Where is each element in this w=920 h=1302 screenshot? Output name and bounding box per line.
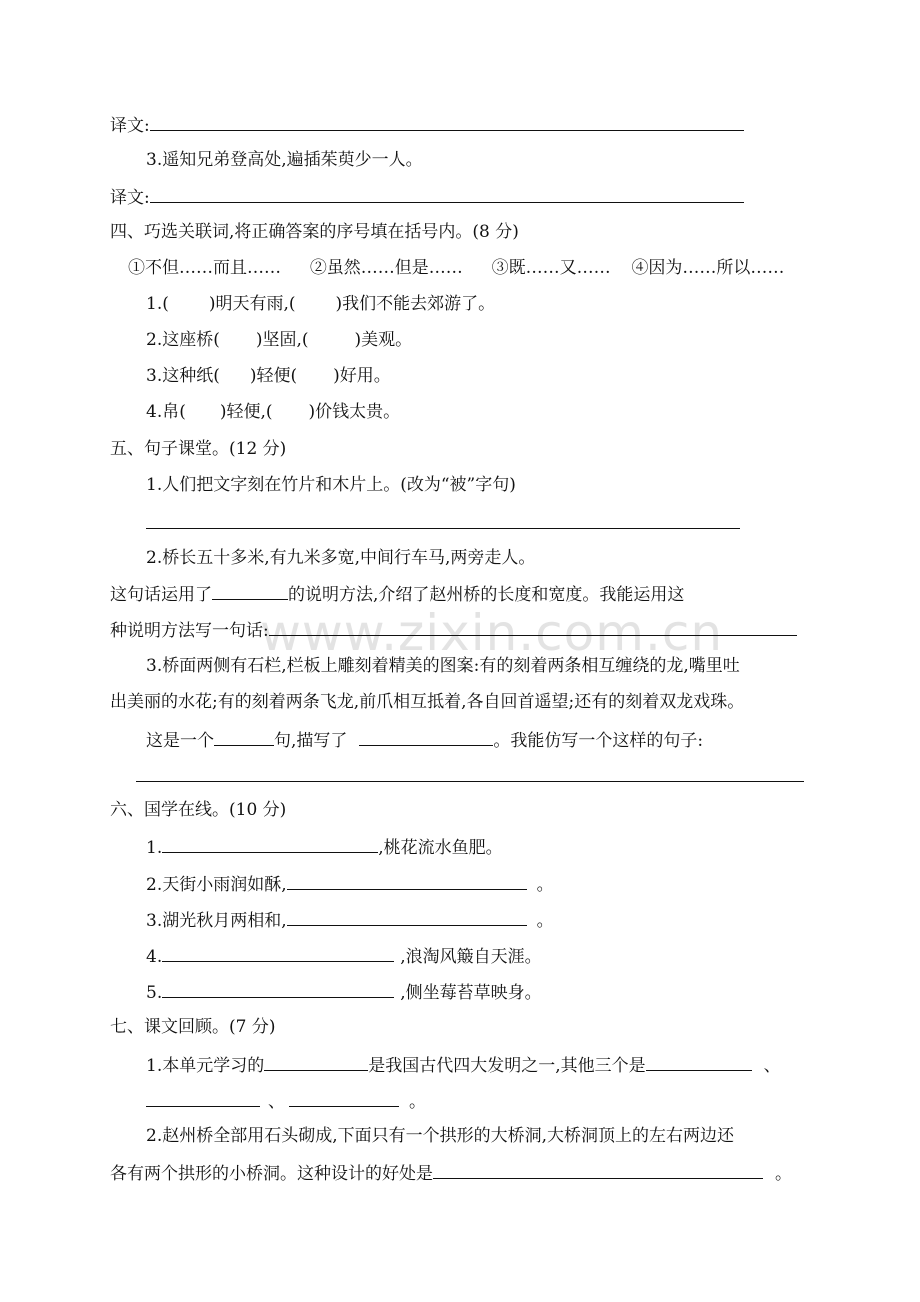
q5-item-1: 1.人们把文字刻在竹片和木片上。(改为“被”字句) bbox=[146, 475, 516, 495]
q5-item-2: 2.桥长五十多米,有九米多宽,中间行车马,两旁走人。 bbox=[146, 548, 536, 568]
translation-line-1 bbox=[110, 112, 744, 138]
answer-blank[interactable] bbox=[162, 979, 394, 998]
poem-line-3: 3.遥知兄弟登高处,遍插茱萸少一人。 bbox=[146, 150, 423, 170]
answer-blank[interactable] bbox=[146, 1088, 260, 1107]
q6-item-4: 4. ,浪淘风簸自天涯。 bbox=[146, 943, 542, 969]
translation-label: 译文: bbox=[110, 116, 150, 136]
watermark: www.zixin.com.cn bbox=[260, 604, 724, 662]
answer-blank[interactable] bbox=[162, 943, 394, 962]
translation-line-2 bbox=[110, 184, 744, 210]
answer-blank[interactable] bbox=[287, 871, 527, 890]
section-6-heading: 六、国学在线。(10 分) bbox=[110, 800, 287, 820]
answer-line[interactable] bbox=[146, 528, 740, 529]
q5-item-2-write: 种说明方法写一句话: bbox=[110, 617, 797, 643]
q7-item-1-cont: 、 。 bbox=[146, 1088, 426, 1114]
answer-blank[interactable] bbox=[646, 1052, 752, 1071]
q6-item-1: 1. ,桃花流水鱼肥。 bbox=[146, 834, 503, 860]
q6-item-3: 3.湖光秋月两相和, 。 bbox=[146, 907, 554, 933]
conjunction-options bbox=[128, 256, 784, 280]
q7-item-1: 1.本单元学习的 是我国古代四大发明之一,其他三个是 、 bbox=[146, 1052, 781, 1078]
option-1: ①不但……而且…… bbox=[128, 258, 281, 278]
option-2: ②虽然……但是…… bbox=[309, 258, 463, 278]
answer-blank[interactable] bbox=[287, 907, 527, 926]
option-3: ③既……又…… bbox=[491, 258, 611, 278]
translation-label: 译文: bbox=[110, 188, 150, 208]
q5-item-3-line-1: 3.桥面两侧有石栏,栏板上雕刻着精美的图案:有的刻着两条相互缠绕的龙,嘴里吐 bbox=[146, 656, 740, 676]
answer-line[interactable] bbox=[136, 781, 804, 782]
q6-item-5: 5. ,侧坐莓苔草映身。 bbox=[146, 979, 542, 1005]
q4-item-1: 1.( )明天有雨,( )我们不能去郊游了。 bbox=[146, 294, 496, 314]
answer-blank[interactable] bbox=[212, 581, 288, 600]
q7-item-2-line-2: 各有两个拱形的小桥洞。这种设计的好处是 。 bbox=[110, 1160, 792, 1186]
section-4-heading: 四、巧选关联词,将正确答案的序号填在括号内。(8 分) bbox=[110, 222, 519, 242]
answer-blank[interactable] bbox=[359, 727, 493, 746]
q5-item-3-line-2: 出美丽的水花;有的刻着两条飞龙,前爪相互抵着,各自回首遥望;还有的刻着双龙戏珠。 bbox=[110, 692, 745, 712]
answer-blank[interactable] bbox=[289, 1088, 399, 1107]
answer-blank[interactable] bbox=[264, 1052, 368, 1071]
q4-item-2: 2.这座桥( )坚固,( )美观。 bbox=[146, 330, 413, 350]
answer-blank[interactable] bbox=[433, 1160, 763, 1179]
q7-item-2-line-1: 2.赵州桥全部用石头砌成,下面只有一个拱形的大桥洞,大桥洞顶上的左右两边还 bbox=[146, 1126, 735, 1146]
q4-item-4: 4.帛( )轻便,( )价钱太贵。 bbox=[146, 402, 401, 422]
q6-item-2: 2.天街小雨润如酥, 。 bbox=[146, 871, 554, 897]
section-5-heading: 五、句子课堂。(12 分) bbox=[110, 439, 287, 459]
answer-blank[interactable] bbox=[269, 617, 797, 636]
answer-blank[interactable] bbox=[214, 727, 274, 746]
section-7-heading: 七、课文回顾。(7 分) bbox=[110, 1017, 276, 1037]
q5-item-3-question: 这是一个 句,描写了 。我能仿写一个这样的句子: bbox=[146, 727, 703, 753]
q4-item-3: 3.这种纸( )轻便( )好用。 bbox=[146, 366, 391, 386]
answer-blank[interactable] bbox=[162, 834, 378, 853]
answer-blank[interactable] bbox=[150, 112, 744, 131]
q5-item-2-explain: 这句话运用了 的说明方法,介绍了赵州桥的长度和宽度。我能运用这 bbox=[110, 581, 684, 607]
option-4: ④因为……所以…… bbox=[631, 258, 785, 278]
answer-blank[interactable] bbox=[150, 184, 744, 203]
